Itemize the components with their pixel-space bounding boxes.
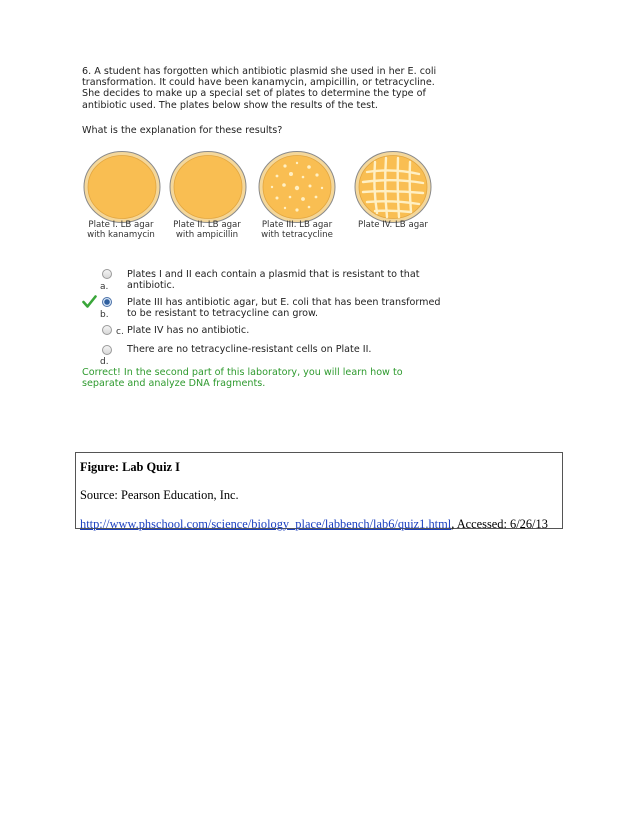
- plate-1-label: Plate I. LB agar with kanamycin: [87, 220, 155, 240]
- plate-3: [257, 150, 337, 224]
- plate-3-label: Plate III. LB agar with tetracycline: [261, 220, 333, 240]
- source-line: Source: Pearson Education, Inc.: [80, 488, 239, 502]
- url-line: [80, 517, 548, 532]
- plate-2: [168, 150, 248, 224]
- plate-4-label: Plate IV. LB agar: [358, 220, 428, 230]
- feedback-text: Correct! In the second part of this laboratory, you will learn how to separate and analyze DNA fragments.: [82, 367, 403, 390]
- option-d-letter: d.: [100, 357, 109, 367]
- option-a-text: Plates I and II each contain a plasmid that is resistant to that antibiotic.: [127, 269, 420, 292]
- option-c-letter: c.: [116, 327, 124, 337]
- option-a-letter: a.: [100, 282, 109, 292]
- option-d-text: There are no tetracycline-resistant cells on Plate II.: [127, 344, 372, 355]
- option-d-radio[interactable]: [102, 345, 112, 355]
- source-link[interactable]: http://www.phschool.com/science/biology_place/labbench/lab6/quiz1.html: [80, 517, 452, 531]
- option-b-text: Plate III has antibiotic agar, but E. coli that has been transformed to be resistant to tetracycline can grow.: [127, 297, 441, 320]
- question-text: 6. A student has forgotten which antibiotic plasmid she used in her E. coli transformation. It could have been kanamycin, ampicillin, or tetracycline. She decides to make up a special set of plates to determine the type of antibiotic used. The plates below show the results of the test.: [82, 66, 437, 111]
- option-c-radio[interactable]: [102, 325, 112, 335]
- plate-4: [353, 150, 433, 224]
- plate-2-label: Plate II. LB agar with ampicillin: [173, 220, 241, 240]
- question-prompt: What is the explanation for these results?: [82, 125, 283, 136]
- option-a-radio[interactable]: [102, 269, 112, 279]
- plate-1: [82, 150, 162, 224]
- figure-title: Figure: Lab Quiz I: [80, 460, 180, 474]
- accessed-date: , Accessed: 6/26/13: [451, 517, 548, 531]
- option-c-text: Plate IV has no antibiotic.: [127, 325, 250, 336]
- checkmark-icon: [82, 294, 97, 309]
- caption-box: [75, 452, 563, 529]
- option-b-radio[interactable]: [102, 297, 112, 307]
- option-b-letter: b.: [100, 310, 109, 320]
